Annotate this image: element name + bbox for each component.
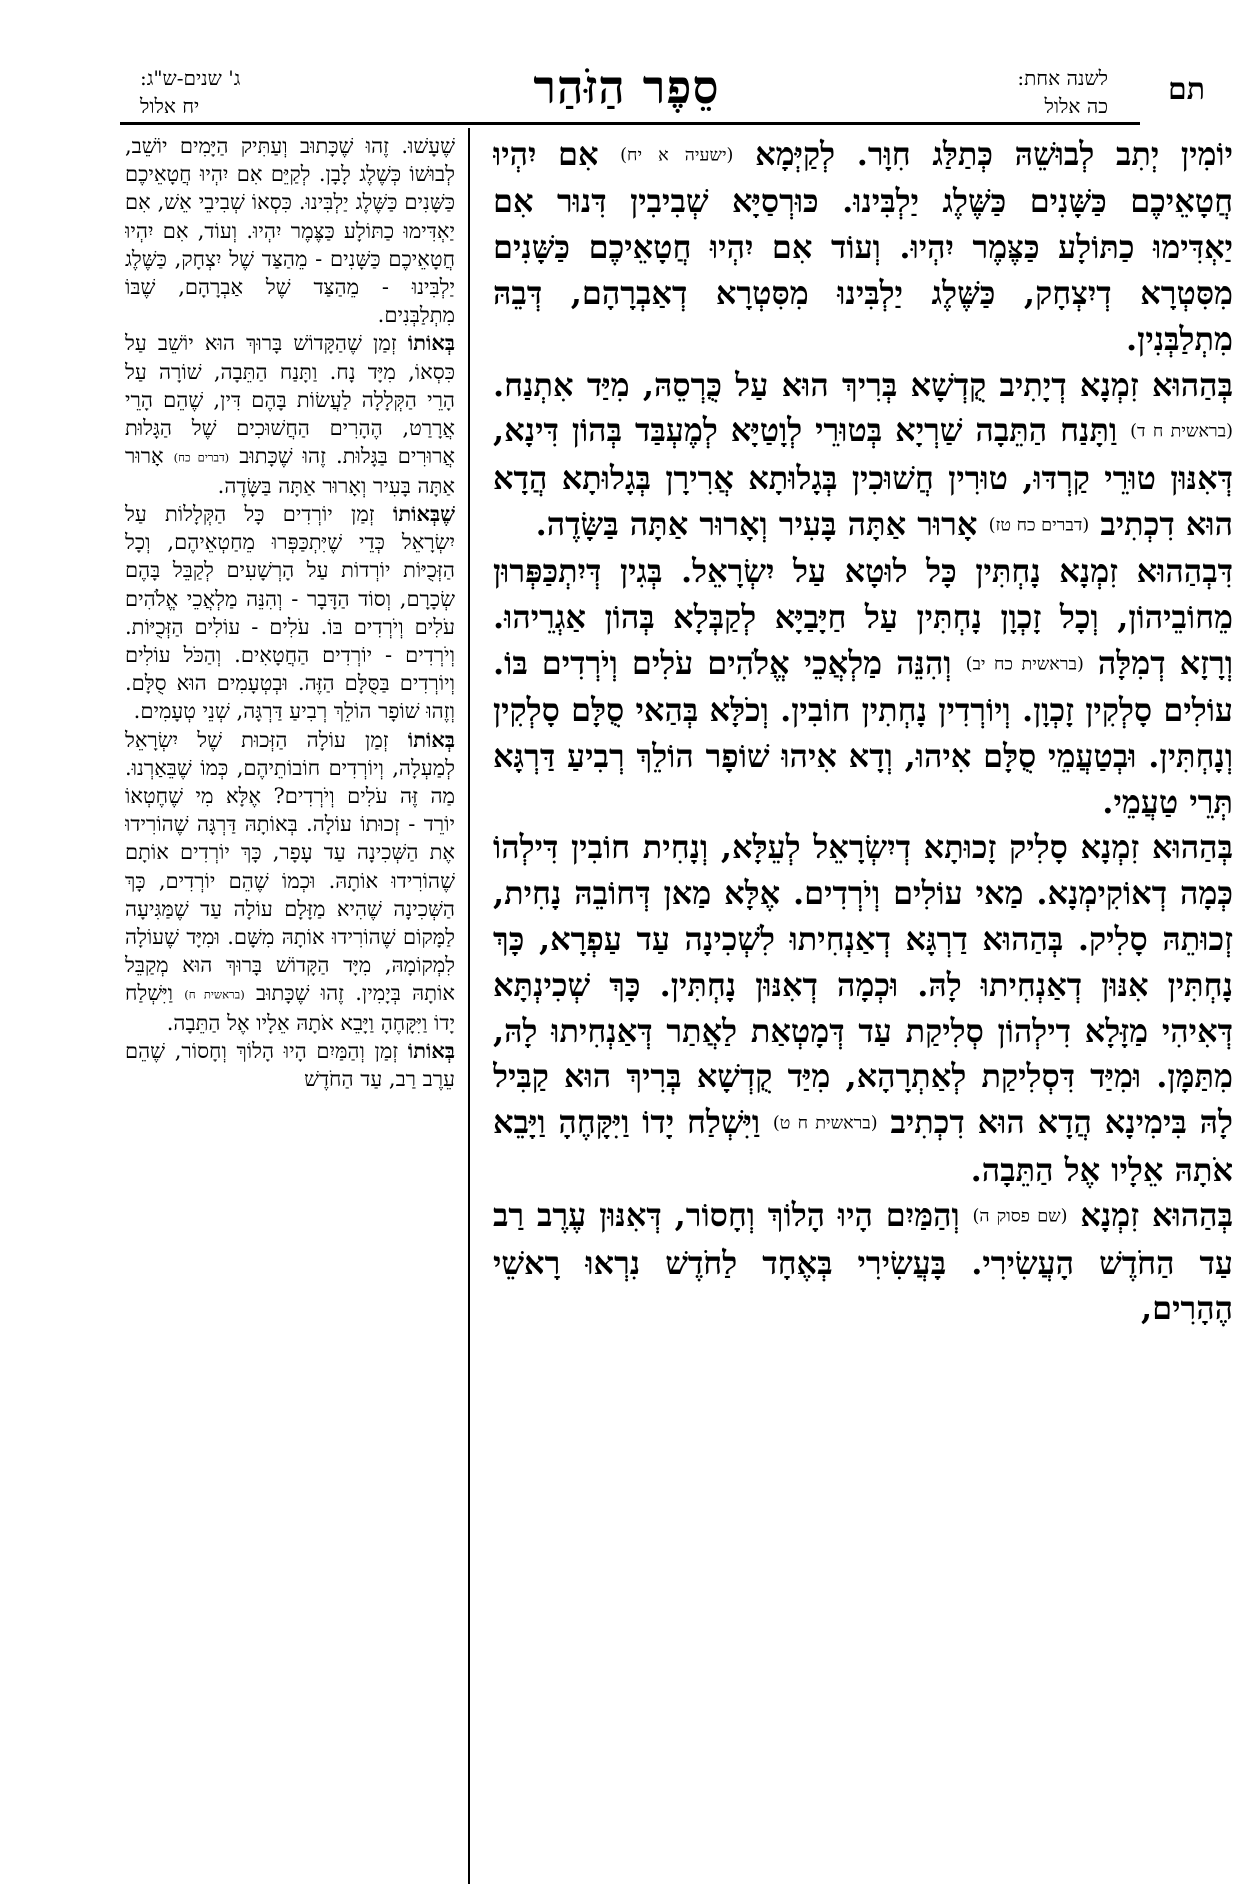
main-p4-reference: (בראשית ח ט) [772,1113,878,1134]
main-p5-text-cont: וְהַמַּיִם הָיוּ הָלוֹךְ וְחָסוֹר, דְּאִנּוּן עֶרֶב רַב עַד הַחֹדֶשׁ הָעֲשִׂירִי. בָּעֲשִׂירִי בְּאֶחָד לַחֹדֶשׁ נִרְאוּ רָאשֵׁי הֶהָרִים, [493,1196,1233,1328]
side-p2-text: זְמַן שֶׁהַקָּדוֹשׁ בָּרוּךְ הוּא יוֹשֵׁב עַל כִּסְאוֹ, מִיָּד נָח. וַתָּנַח הַתֵּבָה, שׁוֹרָה עַל הָרֵי הַקְּלָלָה לַעֲשׂוֹת בָּהֶם דִּין, שֶׁהֵם הָרֵי אֲרָרַט, הֶהָרִים הַחֲשׁוּכִים שֶׁל הַגָּלוּת אֲרוּרִים בַּגָּלוּת. זֶהוּ שֶׁכָּתוּב [125,331,455,469]
main-p1-text: יוֹמִין יְתִב לְבוּשֵׁהּ כְּתַלַּג חִוָּר. לְקַיְּמָא [733,135,1233,173]
main-p2-text: בְּהַהוּא זִמְנָא דְיָתִיב קֻדְשָׁא בְּרִיךְ הוּא עַל כֻּרְסֵהּ, מִיַּד אִתְנַח. [493,365,1233,404]
main-p5-reference: (שם פסוק ה) [972,1206,1068,1227]
main-paragraph-5 [493,1193,1233,1332]
side-p2-lead: בְּאוֹתוֹ [407,330,455,356]
main-p3-text: דִּבְהַהוּא זִמְנָא נָחְתִּין כָּל לוּטָא עַל יִשְׂרָאֵל. בְּגִין דְּיִתְכַּפְּרוּן מֵחוֹבֵיהוֹן, וְכָל זָכְוָן נָחְתִּין עַל חַיָּבַיָּא לְקַבְּלָא בְּהוֹן אַגְרֵיהוּ. וְרָזָא דְמִלָּה [493,551,1233,682]
schedule-three-years [140,64,340,120]
main-p3-text-cont: וְהִנֵּה מַלְאֲכֵי אֱלֹהִים עֹלִים וְיֹרְדִים בּוֹ. עוֹלִים סָלְקִין זָכְוָן. וְיוֹרְדִין נָחְתִין חוֹבִין. וְכֹלָּא בְּהַאי סֻלָּם סָלְקִין וְנָחְתִּין. וּבְטַעֲמֵי סֻלָּם אִיהוּ, וְדָא אִיהוּ שׁוֹפָר הוֹלֵךְ רְבִיעַ דַּרְגָּא תְּרֵי טַעֲמֵי. [493,643,1233,821]
main-p4-text-cont: וַיִּשְׁלַח יָדוֹ וַיִּקָּחֶהָ וַיָּבֵא אֹתָהּ אֵלָיו אֶל הַתֵּבָה. [493,1103,1233,1189]
main-p3-reference: (בראשית כח יב) [965,654,1084,675]
schedule-three-years-date: יח אלול [140,94,200,118]
side-p4-reference: (בראשית ח) [184,987,245,1002]
main-paragraph-3 [493,549,1233,825]
hebrew-translation-column [125,132,455,1877]
page-number: תם [1167,72,1205,107]
main-p5-text: בְּהַהוּא זִמְנָא [1067,1196,1233,1235]
side-p5-lead: בְּאוֹתוֹ [407,1038,455,1064]
column-divider [468,128,470,1884]
side-p1-text: שֶׁעָשׁוּ. זֶהוּ שֶׁכָּתוּב וְעַתִּיק הַיָּמִים יוֹשֵׁב, לְבוּשׁוֹ כְּשֶׁלֶג לָבָן. לְקַיֵּם אִם יִהְיוּ חֲטָאֵיכֶם כַּשָּׁנִים כַּשֶּׁלֶג יַלְבִּינוּ. כִּסְאוֹ שְׁבִיבֵי אֵשׁ, אִם יַאְדִּימוּ כַתּוֹלָע כַּצֶּמֶר יִהְיוּ. וְעוֹד, אִם יִהְיוּ חֲטָאֵיכֶם כַּשָּׁנִים - מֵהַצַּד שֶׁל יִצְחָק, כַּשֶּׁלֶג יַלְבִּינוּ - מֵהַצַּד שֶׁל אַבְרָהָם, שֶׁבּוֹ מִתְלַבְּנִים. [125,134,455,328]
side-paragraph-5 [125,1037,455,1093]
main-paragraph-1 [493,132,1233,363]
page-header [0,60,1253,130]
side-p4-text-cont: וַיִּשְׁלַח יָדוֹ וַיִּקָּחֶהָ וַיָּבֵא אֹתָהּ אֵלָיו אֶל הַתֵּבָה. [125,981,455,1036]
side-p4-lead: בְּאוֹתוֹ [407,726,455,752]
side-p3-lead: שֶׁבְּאוֹתוֹ [392,501,455,527]
main-paragraph-2 [493,363,1233,549]
main-p1-reference: (ישעיה א יח) [620,145,734,166]
side-p4-text: זְמַן עוֹלָה הַזְּכוּת שֶׁל יִשְׂרָאֵל לְמַעְלָה, וְיוֹרְדִים חוֹבוֹתֵיהֶם, כְּמוֹ שֶׁבֵּאַרְנוּ. מַה זֶּה עֹלִים וְיֹרְדִים? אֶלָּא מִי שֶׁחֶטְאוֹ יוֹרֵד - זְכוּתוֹ עוֹלָה. בְּאוֹתָהּ דַּרְגָּה שֶׁהוֹרִידוּ אֶת הַשְּׁכִינָה עַד עָפָר, כָּךְ יוֹרְדִים אוֹתָם שֶׁהוֹרִידוּ אוֹתָהּ. וּכְמוֹ שֶׁהֵם יוֹרְדִים, כָּךְ הַשְּׁכִינָה שֶׁהִיא מַזָּלָם עוֹלָה עַד שֶׁמַּגִּיעָה לַמָּקוֹם שֶׁהוֹרִידוּ אוֹתָהּ מִשָּׁם. וּמִיָּד שֶׁעוֹלָה לִמְקוֹמָהּ, מִיָּד הַקָּדוֹשׁ בָּרוּךְ הוּא מְקַבֵּל אוֹתָהּ בְּיָמִין. זֶהוּ שֶׁכָּתוּב [125,727,455,1006]
side-paragraph-1 [125,132,455,329]
schedule-three-years-label: ג' שנים-ש"ג: [140,66,241,90]
header-rule [120,122,1140,125]
side-p5-text: זְמַן וְהַמַּיִם הָיוּ הָלוֹךְ וְחָסוֹר, שֶׁהֵם עֵרֶב רַב, עַד הַחֹדֶשׁ [125,1039,455,1092]
main-p4-text: בְּהַהוּא זִמְנָא סָלִיק זָכוּתָא דְיִשְׂרָאֵל לְעֵלָּא, וְנָחִית חוֹבִין דִּילְהוֹ כְּמָה דְאוֹקִימְנָא. מַאי עוֹלִים וְיֹרְדִים. אֶלָּא מַאן דְּחוֹבֵהּ נָחִית, זְכוּתֵהּ סָלִיק. בְּהַהוּא דַרְגָּא דְאַנְחִיתוּ לִשְׁכִינָה עַד עַפְרָא, כָּךְ נָחְתִּין אִנּוּן דְאַנְחִיתוּ לָהּ. וּכְמָה דְאִנּוּן נָחְתִּין. כָּךְ שְׁכִינְתָּא דְּאִיהִי מַזָּלָא דִילְהוֹן סְלִיקַת עַד דְּמָטְאַת לַאֲתַר דְּאַנְחִיתוּ לָהּ, מִתַּמָּן. וּמִיַּד דִּסְלִיקַת לְאַתְרָהָא, מִיַּד קֻדְשָׁא בְּרִיךְ הוּא קַבִּיל לָהּ בִּימִינָא הֲדָא הוּא דִכְתִיב [493,828,1233,1142]
main-p2-reference-2: (דברים כח טז) [988,515,1090,536]
main-p2-text-cont: וַתָּנַח הַתֵּבָה שַׁרְיָא בְּטוּרֵי לְוָטַיָּא לְמֶעְבַּד בְּהוֹן דִּינָא, דְּאִנּוּן טוּרֵי קַרְדּוּ, טוּרִין חֲשׁוּכִין בְּגָלוּתָא אֲרִירָן בְּגָלוּתָא הֲדָא הוּא דִכְתִיב [493,411,1233,543]
side-p2-text-cont: אָרוּר אַתָּה בָּעִיר וְאָרוּר אַתָּה בַּשָּׂדֶה. [125,444,455,498]
side-paragraph-4 [125,726,455,1038]
side-p3-text: זְמַן יוֹרְדִים כָּל הַקְּלָלוֹת עַל יִשְׂרָאֵל כְּדֵי שֶׁיִּתְכַּפְּרוּ מֵחַטְאֵיהֶם, וְכָל הַזְּכֻיּוֹת יוֹרְדוֹת עַל הָרְשָׁעִים לְקַבֵּל בָּהֶם שְׂכָרָם, וְסוֹד הַדָּבָר - וְהִנֵּה מַלְאֲכֵי אֱלֹהִים עֹלִים וְיֹרְדִים בּוֹ. עֹלִים - עוֹלִים הַזְּכֻיּוֹת. וְיֹרְדִים - יוֹרְדִים הַחֲטָאִים. וְהַכֹּל עוֹלִים וְיוֹרְדִים בַּסֻּלָּם הַזֶּה. וּבְטְעָמִים הוּא סֻלָּם. וְזֶהוּ שׁוֹפָר הוֹלֵךְ רְבִיעַ דַּרְגָּה, שְׁנֵי טְעָמִים. [125,502,455,724]
book-title: סֵפֶר הַזֹּהַר [533,60,720,114]
main-p2-text-end: אָרוּר אַתָּה בָּעִיר וְאָרוּר אַתָּה בַּשָּׂדֶה. [535,504,989,543]
schedule-one-year-label: לשנה אחת: [1017,66,1108,90]
main-p1-text-cont: אִם יִהְיוּ חֲטָאֵיכֶם כַּשָּׁנִים כַּשֶּׁלֶג יַלְבִּינוּ. כּוּרְסַיָּא שְׁבִיבִין דִּנוּר אִם יַאְדִּימוּ כַתּוֹלָע כַּצֶּמֶר יִהְיוּ. וְעוֹד אִם יִהְיוּ חֲטָאֵיכֶם כַּשָּׁנִים מִסִּטְרָא דְיִצְחָק, כַּשֶּׁלֶג יַלְבִּינוּ מִסִּטְרָא דְאַבְרָהָם, דְּבֵהּ מִתְלַבְּנִין. [493,135,1233,358]
aramaic-text-column [493,132,1233,1877]
schedule-one-year-date: כה אלול [1044,94,1108,118]
main-paragraph-4 [493,825,1233,1193]
side-p2-reference: (דברים כח) [173,450,230,465]
side-paragraph-3 [125,500,455,726]
side-paragraph-2 [125,329,455,500]
main-p2-reference: (בראשית ח ד) [1130,421,1233,442]
